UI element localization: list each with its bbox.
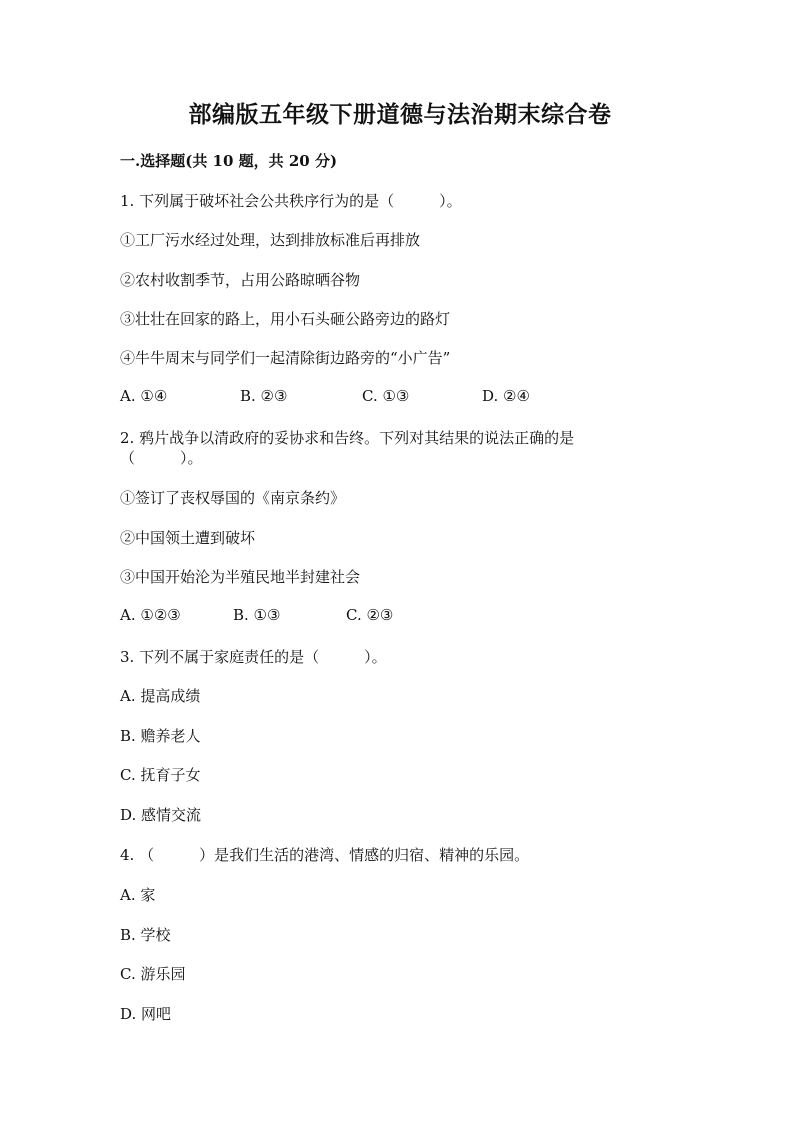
question-1-item-2: ②农村收割季节，占用公路晾晒谷物 xyxy=(120,271,361,289)
question-4-stem: 4. （ ）是我们生活的港湾、情感的归宿、精神的乐园。 xyxy=(120,846,530,864)
question-1-option-b: B. ②③ xyxy=(240,387,288,405)
page-title: 部编版五年级下册道德与法治期末综合卷 xyxy=(188,101,612,128)
section-heading: 一.选择题(共 10 题，共 20 分) xyxy=(120,152,338,170)
question-1-option-a: A. ①④ xyxy=(120,387,168,405)
question-4-option-c: C. 游乐园 xyxy=(120,965,186,983)
question-1-option-d: D. ②④ xyxy=(482,387,530,405)
question-1-stem: 1. 下列属于破坏社会公共秩序行为的是（ ）。 xyxy=(120,192,462,210)
question-1-item-3: ③壮壮在回家的路上，用小石头砸公路旁边的路灯 xyxy=(120,310,451,328)
question-2-stem-line-1: 2. 鸦片战争以清政府的妥协求和告终。下列对其结果的说法正确的是 xyxy=(120,429,575,447)
question-3-option-c: C. 抚育子女 xyxy=(120,766,201,784)
question-2-option-a: A. ①②③ xyxy=(120,606,181,624)
question-3-option-d: D. 感情交流 xyxy=(120,806,202,824)
question-1-option-c: C. ①③ xyxy=(362,387,410,405)
question-4-option-b: B. 学校 xyxy=(120,926,171,944)
question-3-option-b: B. 赡养老人 xyxy=(120,727,201,745)
question-1-item-1: ①工厂污水经过处理，达到排放标准后再排放 xyxy=(120,231,421,249)
question-2-option-b: B. ①③ xyxy=(233,606,281,624)
question-1-item-4: ④牛牛周末与同学们一起清除街边路旁的“小广告” xyxy=(120,349,451,367)
question-4-option-a: A. 家 xyxy=(120,886,156,904)
question-1-options xyxy=(120,387,680,407)
question-4-option-d: D. 网吧 xyxy=(120,1005,172,1023)
question-2-item-3: ③中国开始沦为半殖民地半封建社会 xyxy=(120,568,361,586)
question-2-options xyxy=(120,606,520,626)
question-3-stem: 3. 下列不属于家庭责任的是（ ）。 xyxy=(120,648,387,666)
question-3-option-a: A. 提高成绩 xyxy=(120,687,201,705)
question-2-stem-line-2: （ ）。 xyxy=(120,449,203,467)
question-2-item-1: ①签订了丧权辱国的《南京条约》 xyxy=(120,489,346,507)
question-2-option-c: C. ②③ xyxy=(346,606,394,624)
question-2-item-2: ②中国领土遭到破坏 xyxy=(120,529,256,547)
